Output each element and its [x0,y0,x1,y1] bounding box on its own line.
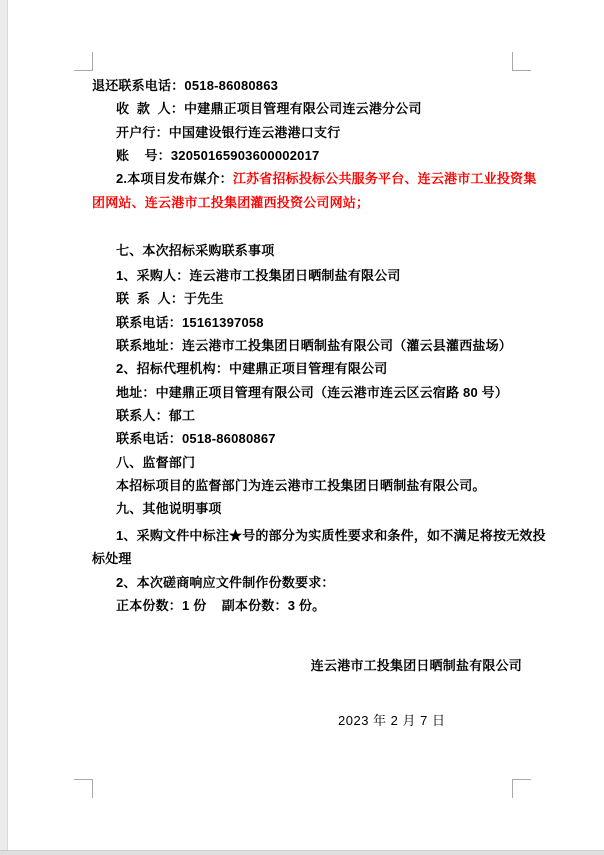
line-purchaser: 1、采购人：连云港市工投集团日晒制盐有限公司 [116,268,401,283]
line-bank: 开户行：中国建设银行连云港港口支行 [116,125,341,140]
line-refund-phone: 退还联系电话：0518-86080863 [92,78,279,93]
heading-section-7: 七、本次招标采购联系事项 [116,243,275,258]
line-copies-requirement: 2、本次磋商响应文件制作份数要求： [116,575,335,590]
line-agency-phone: 联系电话：0518-86080867 [116,431,276,446]
line-account-number: 账 号：32050165903600002017 [116,148,320,163]
line-contact-address: 联系地址：连云港市工投集团日晒制盐有限公司（灌云县灌西盐场） [116,338,513,353]
margin-crop-mark-top-left [74,52,93,71]
line-supervision-dept: 本招标项目的监督部门为连云港市工投集团日晒制盐有限公司。 [116,478,486,493]
line-publish-media-wrap: 团网站、连云港市工投集团灌西投资公司网站； [92,195,370,210]
line-agency-contact: 联系人：郁工 [116,408,196,423]
line-agency-address: 地址：中建鼎正项目管理有限公司（连云港市连云区云宿路 80 号） [116,385,509,400]
line-agency: 2、招标代理机构：中建鼎正项目管理有限公司 [116,361,388,376]
signature-date: 2023 年 2 月 7 日 [338,713,446,728]
heading-section-9: 九、其他说明事项 [116,501,222,516]
margin-crop-mark-top-right [512,52,531,71]
line-contact-person: 联 系 人：于先生 [116,291,224,306]
margin-crop-mark-bottom-right [512,779,531,798]
line-copies-counts: 正本份数：1 份 副本份数：3 份。 [116,598,326,613]
publish-media-label: 2.本项目发布媒介： [116,171,233,186]
bottom-gutter [0,850,604,855]
line-payee: 收 款 人：中建鼎正项目管理有限公司连云港分公司 [116,101,422,116]
left-gutter [0,0,8,855]
signature-company: 连云港市工投集团日晒制盐有限公司 [310,658,522,673]
heading-section-8: 八、监督部门 [116,455,196,470]
line-star-requirement: 1、采购文件中标注★号的部分为实质性要求和条件，如不满足将按无效投 [116,528,546,543]
line-contact-phone: 联系电话：15161397058 [116,315,264,330]
line-publish-media [92,171,546,186]
margin-crop-mark-bottom-left [74,779,93,798]
line-star-requirement-wrap: 标处理 [92,551,132,566]
publish-media-platforms: 江苏省招标投标公共服务平台、连云港市工业投资集 [232,171,537,186]
